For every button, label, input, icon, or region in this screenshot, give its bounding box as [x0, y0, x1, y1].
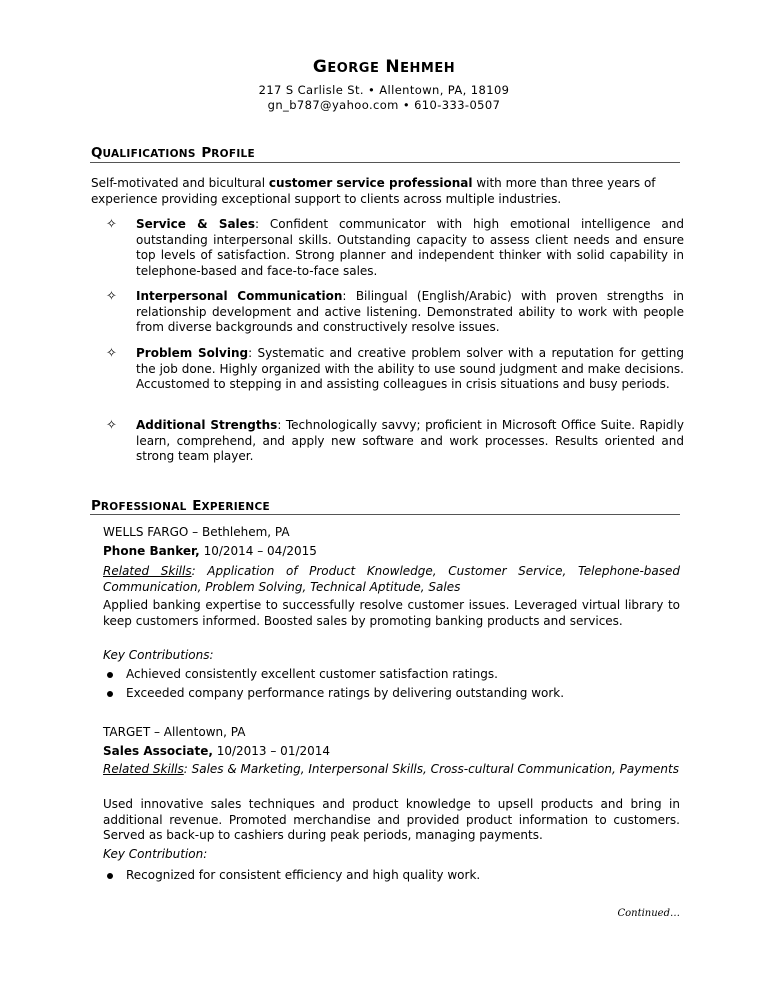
- contribution-item: Achieved consistently excellent customer satisfaction ratings.: [126, 667, 498, 681]
- job-title: Phone Banker, 10/2014 – 04/2015: [103, 544, 317, 558]
- job-title: Sales Associate, 10/2013 – 01/2014: [103, 744, 331, 758]
- related-skills: Related Skills: Sales & Marketing, Interpersonal Skills, Cross-cultural Communication, Payments: [103, 762, 679, 776]
- qualification-item: Problem Solving: Systematic and creative problem solver with a reputation for getting the job done. Highly organized with the ability to use sound judgment and make decisions. Accustomed to stepping in and assisting colleagues in crisis situations and busy periods.: [136, 346, 684, 391]
- qualification-item: Service & Sales: Confident communicator with high emotional intelligence and outstanding interpersonal skills. Outstanding capacity to assess client needs and ensure top levels of satisfaction. Strong planner and independent thinker with solid capability in telephone-based and face-to-face sales.: [136, 217, 685, 278]
- qualifications-heading: QUALIFICATIONS PROFILE: [91, 145, 256, 161]
- diamond-bullet-icon: ✧: [106, 346, 117, 361]
- qualification-item: Additional Strengths: Technologically savvy; proficient in Microsoft Office Suite. Rapidly learn, comprehend, and apply new software and work processes. Results oriented and strong team player.: [136, 418, 684, 463]
- bullet-icon: [107, 873, 113, 879]
- address-line: 217 S Carlisle St. • Allentown, PA, 18109: [258, 83, 510, 97]
- qualifications-intro: Self-motivated and bicultural customer service professional with more than three years of experience providing exceptional support to clients across multiple industries.: [91, 176, 656, 206]
- diamond-bullet-icon: ✧: [106, 217, 117, 232]
- key-contributions-label: Key Contribution:: [103, 847, 208, 861]
- candidate-name: GEORGE NEHMEH: [312, 57, 456, 77]
- experience-heading: PROFESSIONAL EXPERIENCE: [91, 498, 270, 514]
- contribution-item: Exceeded company performance ratings by delivering outstanding work.: [126, 686, 565, 700]
- qualification-item: Interpersonal Communication: Bilingual (English/Arabic) with proven strengths in relationship development and active listening. Demonstrated ability to work with people from diverse backgrounds and constructively resolve issues.: [136, 289, 685, 334]
- contact-line: gn_b787@yahoo.com • 610-333-0507: [267, 98, 501, 112]
- job-description: Used innovative sales techniques and product knowledge to upsell products and bring in additional revenue. Promoted merchandise and provided product information to customers. Served as back-up to cashiers during peak periods, managing payments.: [103, 797, 680, 842]
- key-contributions-label: Key Contributions:: [103, 648, 214, 662]
- section-divider: [90, 514, 680, 515]
- related-skills: Related Skills: Application of Product Knowledge, Customer Service, Telephone-based Communication, Problem Solving, Technical Aptitude, Sales: [103, 564, 681, 594]
- diamond-bullet-icon: ✧: [106, 418, 117, 433]
- section-divider: [90, 162, 680, 163]
- bullet-icon: [107, 691, 113, 697]
- bullet-icon: [107, 672, 113, 678]
- employer: WELLS FARGO – Bethlehem, PA: [103, 525, 290, 539]
- contribution-item: Recognized for consistent efficiency and high quality work.: [126, 868, 481, 882]
- diamond-bullet-icon: ✧: [106, 289, 117, 304]
- employer: TARGET – Allentown, PA: [103, 725, 246, 739]
- job-description: Applied banking expertise to successfully resolve customer issues. Leveraged virtual library to keep customers informed. Boosted sales by promoting banking products and services.: [103, 598, 680, 628]
- continued-note: Continued…: [617, 908, 680, 919]
